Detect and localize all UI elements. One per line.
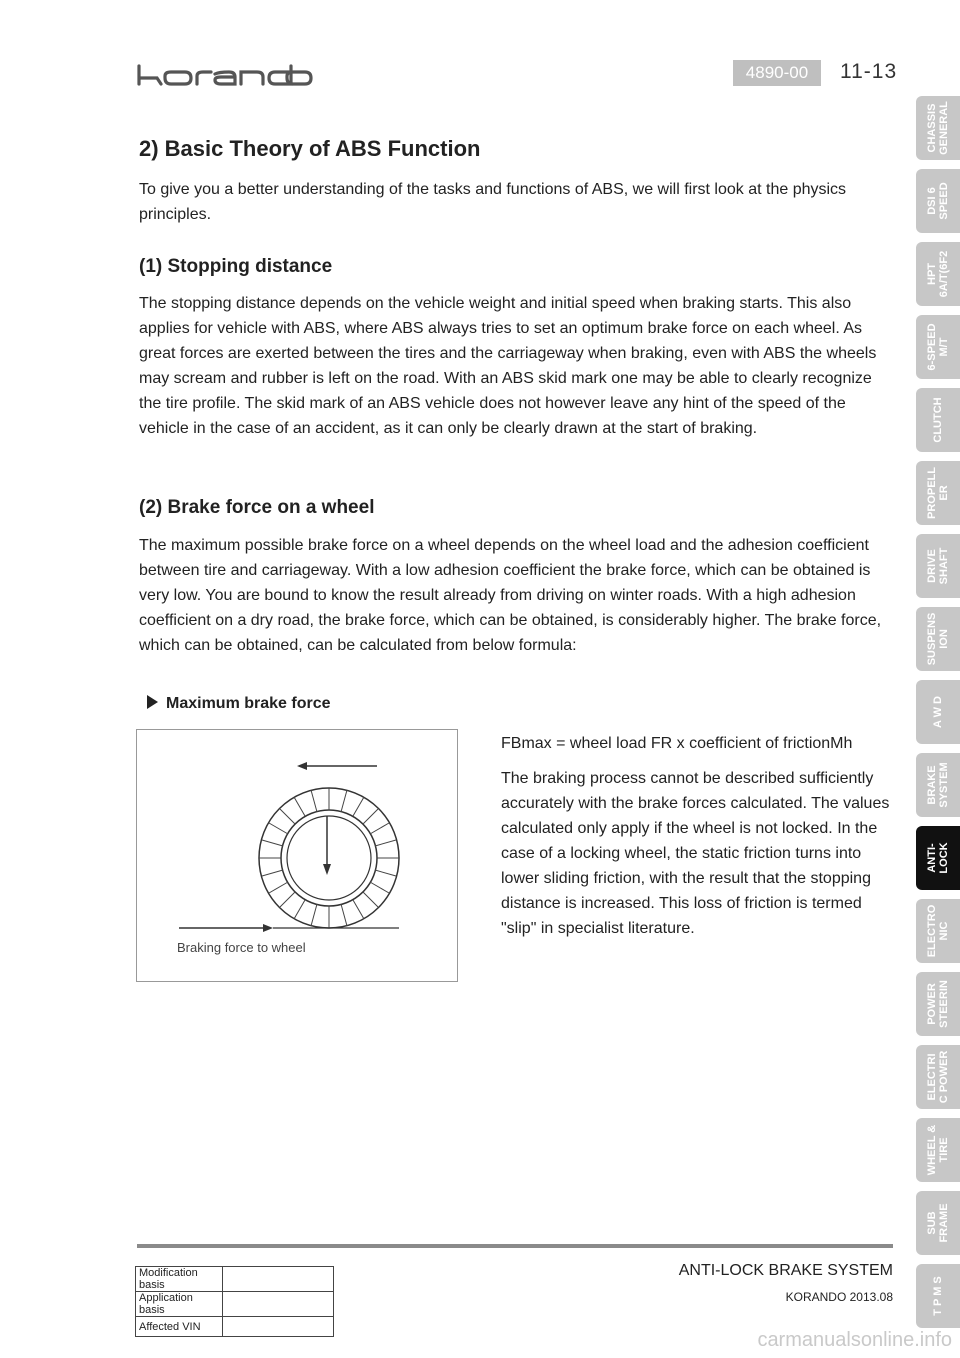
footer-date: KORANDO 2013.08 bbox=[785, 1290, 893, 1304]
table-value bbox=[223, 1292, 334, 1317]
tab-label: CLUTCH bbox=[932, 397, 944, 443]
section-code-badge: 4890-00 bbox=[733, 60, 821, 86]
tab-label: SUB FRAME bbox=[926, 1203, 950, 1243]
tab-label: ELECTRI C POWER bbox=[926, 1050, 950, 1104]
korando-logo bbox=[135, 62, 315, 90]
tab-label: HPT 6A/T(6F2 bbox=[926, 250, 950, 298]
tab-label: T P M S bbox=[932, 1276, 944, 1316]
braking-process-paragraph: The braking process cannot be described sufficiently accurately with the brake forces calculated. The values calculated only apply if the wheel is not locked. In the case of a locking wheel, the static friction turns into lower sliding friction, with the result that the stopping distance is increased. This loss of friction is termed "slip" in specialist literature. bbox=[501, 770, 890, 937]
tab-chassis-general[interactable] bbox=[916, 96, 960, 160]
tab-label: CHASSIS GENERAL bbox=[926, 101, 950, 155]
page-number: 11-13 bbox=[840, 60, 898, 83]
brake-force-paragraph: The maximum possible brake force on a wheel depends on the wheel load and the adhesion coefficient between tire and carriageway. With a low adhesion coefficient the brake force, which can be obtained is very low. You are bound to know the result already from driving on winter roads. With a high adhesion coefficient on a dry road, the brake force, which can be obtained, is considerably higher. The brake force, which can be obtained, can be calculated from below formula: bbox=[139, 537, 882, 654]
tab-label: A W D bbox=[932, 696, 944, 728]
tab-dsi-6-speed[interactable] bbox=[916, 169, 960, 233]
triangle-bullet-icon bbox=[147, 695, 158, 709]
top-arrow-head bbox=[297, 762, 307, 770]
stopping-distance-heading: (1) Stopping distance bbox=[139, 256, 333, 277]
tab-clutch[interactable] bbox=[916, 388, 960, 452]
modification-table bbox=[135, 1266, 334, 1337]
table-row bbox=[136, 1317, 334, 1337]
table-label: Application basis bbox=[136, 1292, 223, 1317]
tab-suspension[interactable] bbox=[916, 607, 960, 671]
tab-label: BRAKE SYSTEM bbox=[926, 762, 950, 808]
tab-anti-lock[interactable] bbox=[916, 826, 960, 890]
tab-label: POWER STEERIN bbox=[926, 980, 950, 1028]
tab-propeller[interactable] bbox=[916, 461, 960, 525]
table-row bbox=[136, 1267, 334, 1292]
tab-label: DRIVE SHAFT bbox=[926, 547, 950, 585]
tab-label: PROPELL ER bbox=[926, 467, 950, 519]
tab-label: DSI 6 SPEED bbox=[926, 182, 950, 220]
tab-tpms[interactable] bbox=[916, 1264, 960, 1328]
tab-electric-power[interactable] bbox=[916, 1045, 960, 1109]
tab-label: ELECTRO NIC bbox=[926, 904, 950, 958]
tab-brake-system[interactable] bbox=[916, 753, 960, 817]
brake-force-heading: (2) Brake force on a wheel bbox=[139, 497, 375, 518]
brake-force-diagram bbox=[136, 729, 458, 982]
max-brake-force-heading bbox=[147, 695, 331, 713]
tab-drive-shaft[interactable] bbox=[916, 534, 960, 598]
tab-power-steering[interactable] bbox=[916, 972, 960, 1036]
tab-6-speed-mt[interactable] bbox=[916, 315, 960, 379]
footer-divider bbox=[137, 1244, 893, 1248]
tab-electronic[interactable] bbox=[916, 899, 960, 963]
tab-wheel-tire[interactable] bbox=[916, 1118, 960, 1182]
footer-title: ANTI-LOCK BRAKE SYSTEM bbox=[678, 1262, 893, 1279]
tab-awd[interactable] bbox=[916, 680, 960, 744]
formula-text: FBmax = wheel load FR x coefficient of frictionMh bbox=[501, 735, 853, 752]
wheel-tire bbox=[259, 788, 399, 928]
watermark: carmanualsonline.info bbox=[757, 1329, 952, 1351]
tab-label: ANTI- LOCK bbox=[926, 842, 950, 874]
section-title: 2) Basic Theory of ABS Function bbox=[139, 136, 481, 161]
wheel-diagram-svg bbox=[137, 730, 457, 981]
tab-label: 6-SPEED M/T bbox=[926, 323, 950, 371]
table-row bbox=[136, 1292, 334, 1317]
tab-label: WHEEL & TIRE bbox=[926, 1124, 950, 1176]
stopping-distance-paragraph: The stopping distance depends on the vehicle weight and initial speed when braking starts. This also applies for vehicle with ABS, where ABS always tries to set an optimum brake force on each wheel. As great forces are exerted between the tires and the carriageway when braking, even with ABS the wheels may scream and rubber is left on the road. With an ABS skid mark one may be able to clearly recognize the tire profile. The skid mark of an ABS vehicle does not however leave any hint of the speed of the vehicle in the case of an accident, as it can only be clearly drawn at the start of braking. bbox=[139, 295, 877, 437]
figure-caption: Braking force to wheel bbox=[177, 940, 306, 955]
table-value bbox=[223, 1317, 334, 1337]
table-label: Affected VIN bbox=[136, 1317, 223, 1337]
table-value bbox=[223, 1267, 334, 1292]
tab-hpt-6at[interactable] bbox=[916, 242, 960, 306]
tab-label: SUSPENS ION bbox=[926, 612, 950, 666]
table-label: Modification basis bbox=[136, 1267, 223, 1292]
bottom-arrow-head bbox=[263, 924, 273, 932]
tab-sub-frame[interactable] bbox=[916, 1191, 960, 1255]
intro-paragraph: To give you a better understanding of the tasks and functions of ABS, we will first look at the physics principles. bbox=[139, 181, 847, 223]
max-brake-force-label: Maximum brake force bbox=[166, 695, 331, 712]
